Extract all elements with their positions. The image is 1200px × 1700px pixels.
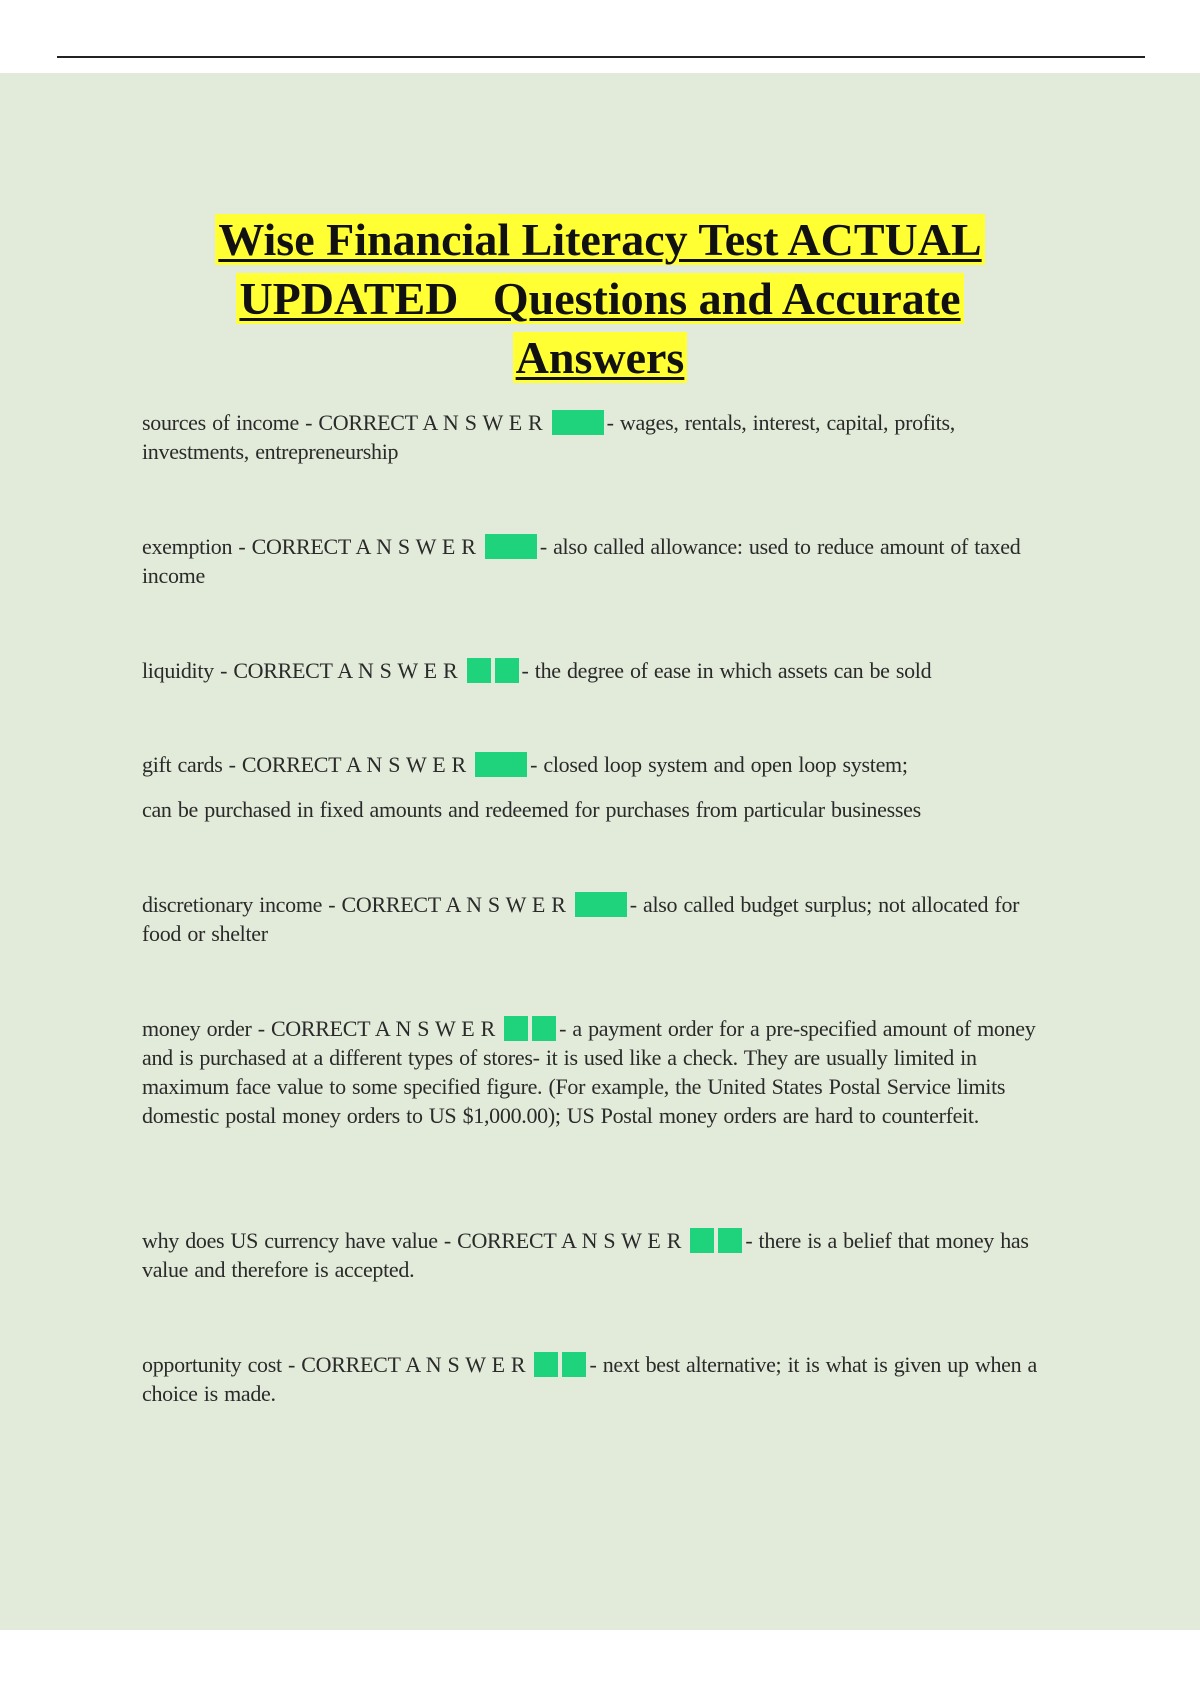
qa-entry: discretionary income - CORRECT A N S W E R - also called budget surplus; not allocated for food or shelter <box>142 892 1020 946</box>
qa-entry: exemption - CORRECT A N S W E R - also called allowance: used to reduce amount of taxed income <box>142 534 1021 588</box>
title-line: UPDATED Questions and Accurate <box>236 273 963 324</box>
answer-marker <box>690 1228 742 1253</box>
answer-marker <box>475 752 527 777</box>
entry-definition: - next best alternative; it is what is given up when a choice is made. <box>142 1352 1038 1406</box>
top-rule <box>57 56 1145 58</box>
qa-entry: liquidity - CORRECT A N S W E R - the degree of ease in which assets can be sold <box>142 658 932 683</box>
answer-label: CORRECT A N S W E R <box>241 752 466 777</box>
entry-extra: can be purchased in fixed amounts and redeemed for purchases from particular businesses <box>142 797 921 822</box>
qa-entry: sources of income - CORRECT A N S W E R - wages, rentals, interest, capital, profits, investments, entrepreneurship <box>142 410 955 464</box>
answer-marker <box>575 892 627 917</box>
answer-label: CORRECT A N S W E R <box>233 658 458 683</box>
entry-term: why does US currency have value <box>142 1228 438 1253</box>
answer-marker <box>467 658 519 683</box>
entry-definition: - the degree of ease in which assets can be sold <box>521 658 932 683</box>
entry-definition: - wages, rentals, interest, capital, profits, investments, entrepreneurship <box>142 410 955 464</box>
entry-term: discretionary income <box>142 892 323 917</box>
entry-term: opportunity cost <box>142 1352 282 1377</box>
entry-definition: - a payment order for a pre-specified amount of money and is purchased at a different types of stores- it is used like a check. They are usually limited in maximum face value to some specified figure. (For example, the United States Postal Service limits domestic postal money orders to US $1,000.00); US Postal money orders are hard to counterfeit. <box>142 1016 1036 1128</box>
answer-label: CORRECT A N S W E R <box>341 892 566 917</box>
qa-entry: opportunity cost - CORRECT A N S W E R - next best alternative; it is what is given up when a choice is made. <box>142 1352 1038 1406</box>
qa-entry: money order - CORRECT A N S W E R - a payment order for a pre-specified amount of money and is purchased at a different types of stores- it is used like a check. They are usually limited in maximum face value to some specified figure. (For example, the United States Postal Service limits domestic postal money orders to US $1,000.00); US Postal money orders are hard to counterfeit. <box>142 1016 1036 1128</box>
entry-term: exemption <box>142 534 233 559</box>
answer-label: CORRECT A N S W E R <box>270 1016 495 1041</box>
document-title <box>150 210 1050 387</box>
entry-definition: - also called allowance: used to reduce amount of taxed income <box>142 534 1021 588</box>
qa-entry: why does US currency have value - CORRECT A N S W E R - there is a belief that money has value and therefore is accepted. <box>142 1228 1029 1282</box>
answer-marker <box>485 534 537 559</box>
answer-marker <box>552 410 604 435</box>
answer-marker <box>504 1016 556 1041</box>
title-line: Wise Financial Literacy Test ACTUAL <box>215 214 984 265</box>
answer-label: CORRECT A N S W E R <box>318 410 543 435</box>
entry-term: money order <box>142 1016 252 1041</box>
entry-term: liquidity <box>142 658 214 683</box>
answer-label: CORRECT A N S W E R <box>301 1352 526 1377</box>
answer-label: CORRECT A N S W E R <box>251 534 476 559</box>
entry-term: gift cards <box>142 752 223 777</box>
answer-marker <box>534 1352 586 1377</box>
entry-definition: - there is a belief that money has value and therefore is accepted. <box>142 1228 1029 1282</box>
entry-term: sources of income <box>142 410 299 435</box>
entry-definition: - also called budget surplus; not allocated for food or shelter <box>142 892 1020 946</box>
answer-label: CORRECT A N S W E R <box>457 1228 682 1253</box>
qa-entry: gift cards - CORRECT A N S W E R - closed loop system and open loop system; can be purchased in fixed amounts and redeemed for purchases from particular businesses <box>142 750 1062 824</box>
title-line: Answers <box>513 332 688 383</box>
entry-definition: - closed loop system and open loop system; <box>530 752 908 777</box>
